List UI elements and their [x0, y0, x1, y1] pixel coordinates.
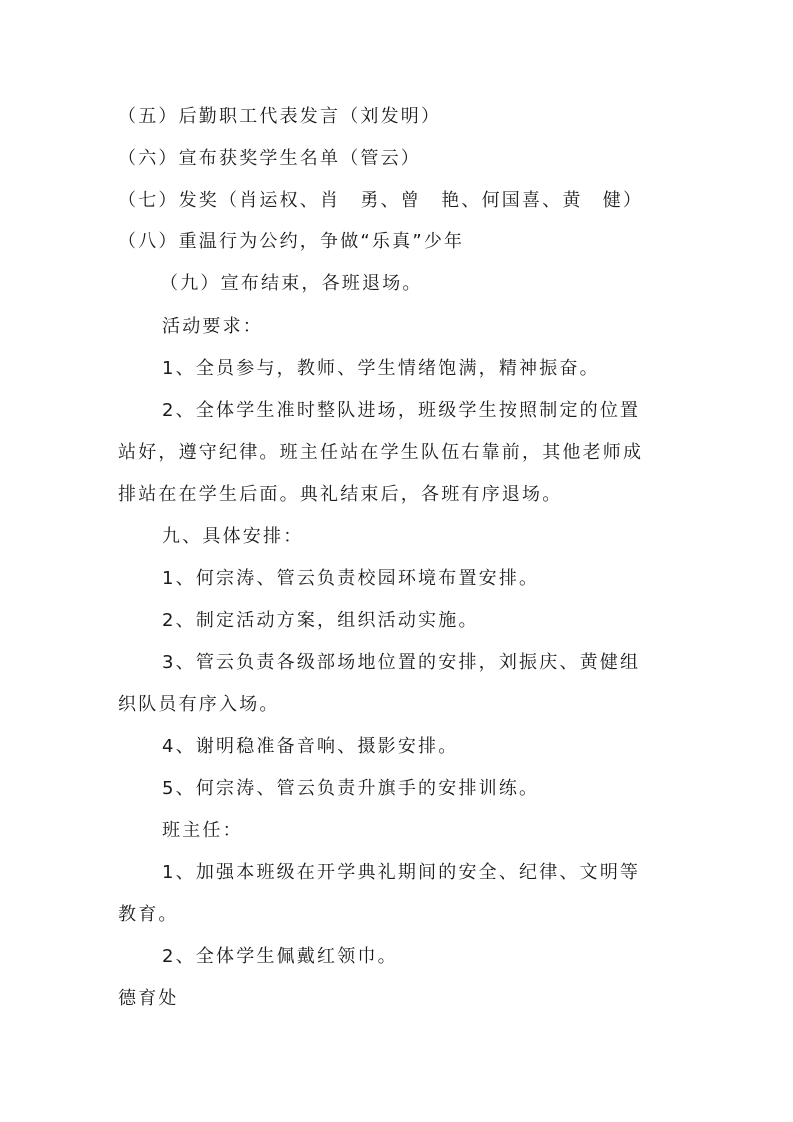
requirement-1: 1、全员参与，教师、学生情绪饱满，精神振奋。: [162, 358, 600, 379]
head-teacher-item-2: 2、全体学生佩戴红领巾。: [162, 946, 398, 967]
signature-department: 德育处: [118, 988, 179, 1009]
arrangement-4: 4、谢明稳准备音响、摄影安排。: [162, 736, 459, 757]
program-item-5: （五）后勤职工代表发言（刘发明）: [118, 106, 442, 127]
program-item-8: （八）重温行为公约，争做“乐真”少年: [118, 231, 465, 252]
arrangement-3-line-1: 3、管云负责各级部场地位置的安排，刘振庆、黄健组: [162, 652, 641, 673]
arrangement-3-line-2: 织队员有序入场。: [118, 694, 280, 715]
head-teacher-heading: 班主任：: [162, 820, 243, 841]
program-item-7: （七）发奖（肖运权、肖 勇、曾 艳、何国喜、黄 健）: [118, 190, 644, 211]
head-teacher-item-1-line-2: 教育。: [118, 904, 179, 925]
arrangement-2: 2、制定活动方案，组织活动实施。: [162, 610, 479, 631]
arrangement-1: 1、何宗涛、管云负责校园环境布置安排。: [162, 568, 540, 589]
head-teacher-item-1-line-1: 1、加强本班级在开学典礼期间的安全、纪律、文明等: [162, 862, 641, 883]
arrangement-5: 5、何宗涛、管云负责升旗手的安排训练。: [162, 778, 540, 799]
requirement-2-line-2: 站好，遵守纪律。班主任站在学生队伍右靠前，其他老师成: [118, 442, 644, 463]
program-item-9: （九）宣布结束，各班退场。: [160, 273, 423, 294]
arrangements-heading: 九、具体安排：: [162, 526, 304, 547]
requirement-2-line-1: 2、全体学生准时整队进场，班级学生按照制定的位置: [162, 400, 641, 421]
activity-requirements-heading: 活动要求：: [162, 316, 263, 337]
requirement-2-line-3: 排站在在学生后面。典礼结束后，各班有序退场。: [118, 484, 563, 505]
program-item-6: （六）宣布获奖学生名单（管云）: [118, 148, 421, 169]
